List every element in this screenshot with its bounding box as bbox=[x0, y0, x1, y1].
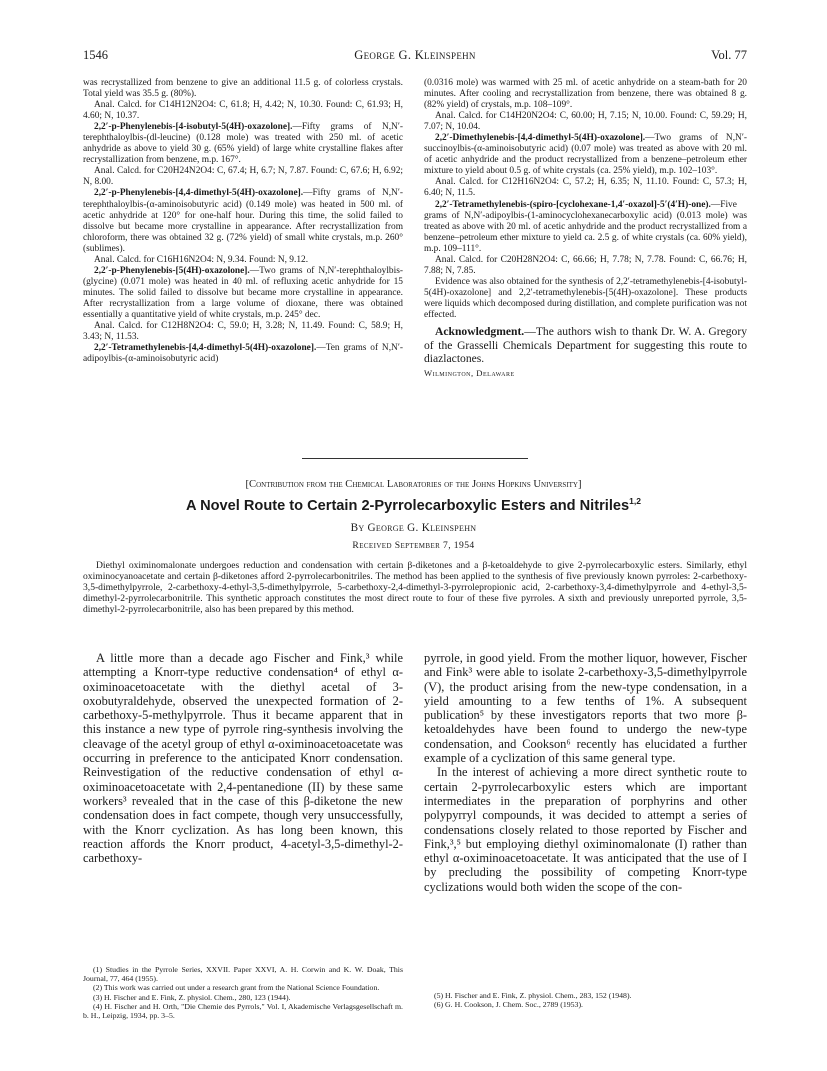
body-left-column bbox=[83, 651, 403, 865]
analysis-line: Anal. Calcd. for C20H28N2O4: C, 66.66; H, 7.78; N, 7.78. Found: C, 66.76; H, 7.88; N, 7.85. bbox=[424, 254, 747, 276]
footnote: (3) H. Fischer and E. Fink, Z. physiol. Chem., 280, 123 (1944). bbox=[93, 992, 291, 1002]
compound-heading: 2,2′-Tetramethylenebis-[4,4-dimethyl-5(4H)-oxazolone]. bbox=[94, 343, 317, 354]
footnote: (2) This work was carried out under a research grant from the National Science Foundation. bbox=[93, 983, 380, 993]
paragraph: was recrystallized from benzene to give an additional 11.5 g. of colorless crystals. Total yield was 35.5 g. (80%). bbox=[83, 78, 403, 100]
analysis-line: Anal. Calcd. for C16H16N2O4: N, 9.34. Found: N, 9.12. bbox=[94, 254, 309, 265]
analysis-line: Anal. Calcd. for C12H8N2O4: C, 59.0; H, 3.28; N, 11.49. Found: C, 58.9; H, 3.43; N, 11.53. bbox=[83, 321, 403, 343]
footnotes-left bbox=[83, 965, 403, 1020]
paragraph: 2,2′-Dimethylenebis-[4,4-dimethyl-5(4H)-oxazolone].—Two grams of N,N′-succinoylbis-(α-aminoisobutyric acid) (0.07 mole) was treated as above with 20 ml. of acetic anhydride and the product recrystallized from a benzene–petroleum ether mixture to yield about 0.5 g. of white crystals (ca. 25% yield), m.p. 102–103°. bbox=[424, 133, 747, 177]
article-title: A Novel Route to Certain 2-Pyrrolecarboxylic Esters and Nitriles$^{1,2}$ bbox=[186, 496, 641, 514]
acknowledgment-heading: Acknowledgment. bbox=[435, 325, 525, 339]
paragraph: Evidence was also obtained for the synthesis of 2,2′-tetramethylenebis-[4-isobutyl-5(4H)-oxazolone] and 2,2′-tetramethylenebis-[5(4H)-oxazolone]. These products were liquids which decomposed during distillation, and complete purification was not effected. bbox=[424, 276, 747, 320]
body-paragraph: pyrrole, in good yield. From the mother liquor, however, Fischer and Fink³ were able to isolate 2-carbethoxy-3,5-dimethylpyrrole (V), the product arising from the new-type condensation, in a yield amounting to a few tenths of 1%. A subsequent publication⁵ by these investigators reports that two more β-ketoaldehydes have been found to undergo the new-type condensation, and Cookson⁶ recently has elucidated a further example of a cyclization of this same general type. bbox=[424, 651, 747, 766]
compound-heading: 2,2′-p-Phenylenebis-[5(4H)-oxazolone]. bbox=[94, 265, 250, 276]
section-divider bbox=[302, 458, 528, 459]
paragraph: (0.0316 mole) was warmed with 25 ml. of acetic anhydride on a steam-bath for 20 minutes. After cooling and recrystallization from benzene, there was obtained 8 g. (82% yield) of crystals, m.p. 108–109°. bbox=[424, 78, 747, 111]
contribution-line: [Contribution from the Chemical Laboratories of the Johns Hopkins University] bbox=[245, 479, 582, 490]
analysis-line: Anal. Calcd. for C12H16N2O4: C, 57.2; H, 6.35; N, 11.10. Found: C, 57.3; H, 6.40; N, 11.5. bbox=[424, 177, 747, 199]
author-byline: By George G. Kleinspehn bbox=[350, 522, 477, 534]
paragraph: 2,2′-p-Phenylenebis-[5(4H)-oxazolone].—Two grams of N,N′-terephthaloylbis-(glycine) (0.071 mole) was heated in 40 ml. of refluxing acetic anhydride for 15 minutes. The solid failed to dissolve but became more crystalline in appearance. After recrystallization from a large volume of dioxane, there was obtained essentially a quantitative yield of white crystals, m.p. 245° dec. bbox=[83, 265, 403, 320]
location-signoff: Wilmington, Delaware bbox=[424, 367, 515, 378]
footnote: (1) Studies in the Pyrrole Series, XXVII. Paper XXVI, A. H. Corwin and K. W. Doak, This Journal, 77, 464 (1955). bbox=[83, 965, 403, 984]
analysis-line: Anal. Calcd. for C14H12N2O4: C, 61.8; H, 4.42; N, 10.30. Found: C, 61.93; H, 4.60; N, 10.37. bbox=[83, 100, 403, 122]
body-paragraph: A little more than a decade ago Fischer and Fink,³ while attempting a Knorr-type reductive condensation⁴ of ethyl α-oximinoacetoacetate with the diethyl acetal of 3-oxobutyraldehyde, observed the unexpected formation of 2-carbethoxy-5-methylpyrrole. Thus it became apparent that in this instance a new type of pyrrole ring-synthesis involving the cleavage of the acetyl group of ethyl α-oximinoacetoacetate was occurring in preference to the anticipated Knorr condensation. Reinvestigation of the reductive condensation of ethyl α-oximinoacetoacetate with 2,4-pentanedione (II) by these same workers³ revealed that in the case of this β-diketone the new condensation does in fact compete, though very unsuccessfully, with the Knorr cyclization. As has long been known, this reaction affords the Knorr product, 4-acetyl-3,5-dimethyl-2-carbethoxy- bbox=[83, 651, 403, 866]
footnote: (4) H. Fischer and H. Orth, "Die Chemie des Pyrrols," Vol. I, Akademische Verlagsgesellschaft m. b. H., Leipzig, 1934, pp. 3–5. bbox=[83, 1001, 403, 1021]
compound-heading: 2,2′-p-Phenylenebis-[4,4-dimethyl-5(4H)-oxazolone]. bbox=[94, 188, 304, 199]
paragraph: 2,2′-p-Phenylenebis-[4,4-dimethyl-5(4H)-oxazolone].—Fifty grams of N,N′-terephthaloylbis-(α-aminoisobutyric acid) (0.149 mole) was heated in 500 ml. of acetic anhydride at 120° for one-half hour. During this time, the solid failed to dissolve but became more crystalline in appearance. After recrystallization from chloroform, there was obtained 32 g. (72% yield) of small white crystals, m.p. 260° (sublimes). bbox=[83, 188, 403, 254]
compound-heading: 2,2′-p-Phenylenebis-[4-isobutyl-5(4H)-oxazolone]. bbox=[94, 122, 293, 133]
experimental-left-column bbox=[83, 78, 403, 365]
analysis-line: Anal. Calcd. for C14H20N2O4: C, 60.00; H, 7.15; N, 10.00. Found: C, 59.29; H, 7.07; N, 10.04. bbox=[424, 111, 747, 133]
body-paragraph: In the interest of achieving a more direct synthetic route to certain 2-pyrrolecarboxylic esters which are important intermediates in the preparation of porphyrins and other polypyrryl compounds, it was decided to attempt a series of condensations closely related to those reported by Fischer and Fink,³,⁵ but employing diethyl oximinomalonate (I) rather than ethyl α-oximinoacetoacetate. It was anticipated that the use of I by precluding the possibility of competing Knorr-type cyclizations would both widen the scope of the con- bbox=[424, 765, 747, 894]
footnote: (6) G. H. Cookson, J. Chem. Soc., 2789 (1953). bbox=[434, 1000, 584, 1010]
experimental-right-column bbox=[424, 78, 747, 379]
footnotes-right bbox=[424, 991, 747, 1009]
compound-heading: 2,2′-Tetramethylenebis-(spiro-[cyclohexane-1,4′-oxazol]-5′(4′H)-one). bbox=[435, 199, 711, 210]
footnote: (5) H. Fischer and E. Fink, Z. physiol. Chem., 283, 152 (1948). bbox=[434, 991, 632, 1000]
paragraph: 2,2′-Tetramethylenebis-(spiro-[cyclohexane-1,4′-oxazol]-5′(4′H)-one).—Five grams of N,N′-adipoylbis-(1-aminocyclohexanecarboxylic acid) (0.013 mole) was treated as above with 20 ml. of acetic anhydride and the product recrystallized from a benzene–petroleum ether mixture to yield ca. 2.5 g. of white crystals (ca. 60% yield), m.p. 109–111°. bbox=[424, 199, 747, 254]
analysis-line: Anal. Calcd. for C20H24N2O4: C, 67.4; H, 6.7; N, 7.87. Found: C, 67.6; H, 6.92; N, 8.00. bbox=[83, 166, 403, 188]
acknowledgment: Acknowledgment.—The authors wish to thank Dr. W. A. Gregory of the Grasselli Chemicals Department for suggesting this route to diazlactones. bbox=[424, 325, 747, 366]
paragraph: 2,2′-Tetramethylenebis-[4,4-dimethyl-5(4H)-oxazolone].—Ten grams of N,N′-adipoylbis-(α-aminoisobutyric acid) bbox=[83, 343, 403, 365]
abstract: Diethyl oximinomalonate undergoes reduction and condensation with certain β-diketones and a β-ketoaldehyde to give 2-pyrrolecarboxylic esters. Similarly, ethyl oximinocyanoacetate and certain β-diketones afford 2-pyrrolecarbonitriles. The method has been applied to the synthesis of five previously known pyrroles: 2-carbethoxy-3,5-dimethylpyrrole, 2-carbethoxy-4-ethyl-3,5-dimethylpyrrole, 5-carbethoxy-2,4-dimethyl-3-pyrrolepropionic acid, 2-carbethoxy-3,4-dimethylpyrrole and 4-ethyl-3,5-dimethyl-2-pyrrolecarbonitrile. This synthetic approach constitutes the most direct route to four of these five pyrroles. A sixth and previously unreported pyrrole, 3,5-dimethyl-2-pyrrolecarbonitrile, also has been prepared by this method. bbox=[83, 560, 747, 615]
body-right-column bbox=[424, 651, 747, 894]
page-header bbox=[83, 48, 747, 64]
paragraph: 2,2′-p-Phenylenebis-[4-isobutyl-5(4H)-oxazolone].—Fifty grams of N,N′-terephthaloylbis-(dl-leucine) (0.128 mole) was treated with 250 ml. of acetic anhydride as above to yield 30 g. (65% yield) of large white crystalline flakes after recrystallization from benzene, m.p. 167°. bbox=[83, 122, 403, 166]
page-number: 1546 bbox=[83, 48, 108, 62]
title-footnote-marker: 1,2 bbox=[629, 496, 641, 506]
running-title: George G. Kleinspehn bbox=[354, 48, 476, 62]
volume-label: Vol. 77 bbox=[711, 48, 747, 62]
received-date: Received September 7, 1954 bbox=[352, 540, 475, 551]
compound-heading: 2,2′-Dimethylenebis-[4,4-dimethyl-5(4H)-oxazolone]. bbox=[435, 133, 646, 144]
